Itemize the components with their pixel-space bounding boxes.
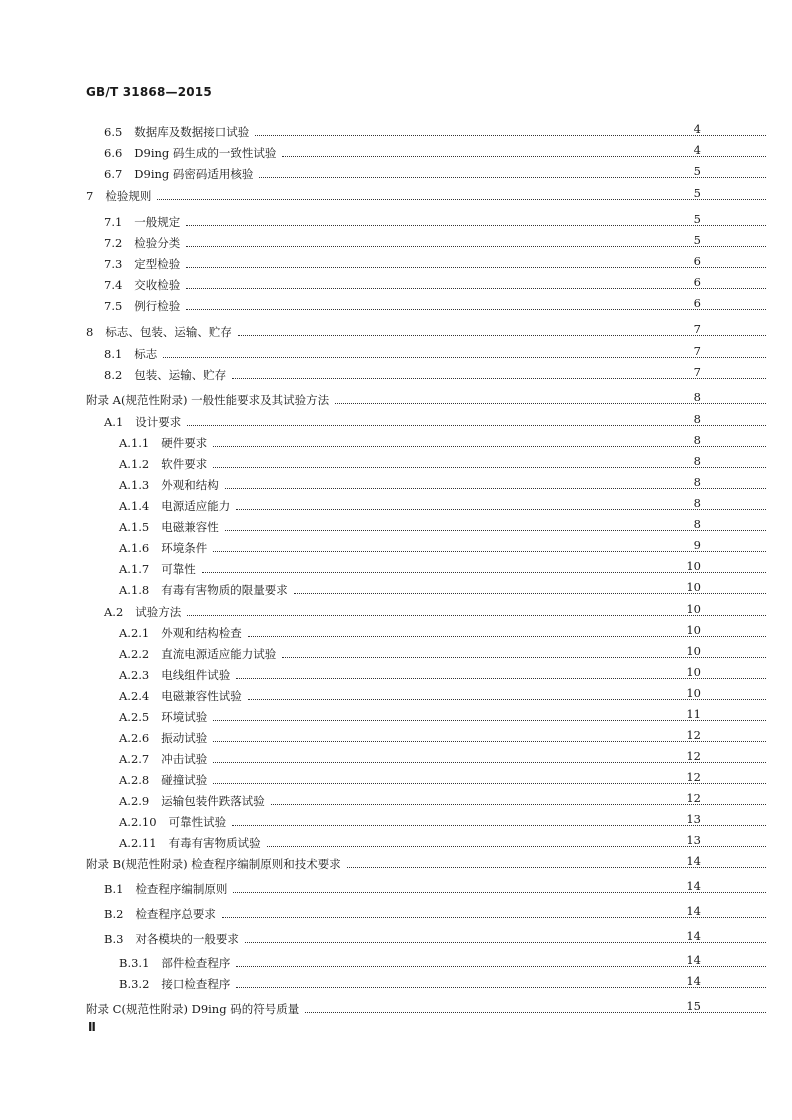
toc-section-title: 电线组件试验 [161,668,231,682]
toc-entry[interactable] [0,140,792,160]
toc-section-number: A.2.6 [119,731,150,745]
toc-section-title: 运输包装件跌落试验 [161,794,265,808]
toc-page-number: 8 [693,475,701,489]
toc-page-number: 4 [693,143,701,157]
toc-entry[interactable] [0,430,792,450]
toc-page-number: 10 [686,559,701,573]
toc-page-number: 13 [686,812,701,826]
toc-page-number: 5 [693,164,701,178]
toc-leader-dots [335,403,766,404]
toc-section-number: 7.3 [104,257,123,271]
toc-page-number: 8 [693,496,701,510]
toc-entry[interactable] [0,161,792,181]
toc-section-number: 8 [86,325,94,339]
toc-section-number: A.2.2 [119,647,150,661]
toc-section-title: 硬件要求 [161,436,208,450]
toc-page-number: 8 [693,412,701,426]
toc-entry[interactable] [0,535,792,555]
toc-page-number: 14 [686,974,701,988]
toc-section-title: 检验规则 [105,189,152,203]
toc-section-title: 检查程序编制原则 [135,882,228,896]
toc-page-number: 12 [686,749,701,763]
toc-section-number: 6.5 [104,125,123,139]
toc-entry[interactable] [0,577,792,597]
toc-section-title: 对各模块的一般要求 [135,932,239,946]
toc-leader-dots [187,615,766,616]
toc-section-title: 直流电源适应能力试验 [161,647,277,661]
toc-section-title: 碰撞试验 [161,773,208,787]
toc-entry[interactable] [0,830,792,850]
toc-entry[interactable] [0,901,792,921]
toc-section-title: 标志、包装、运输、贮存 [105,325,232,339]
toc-leader-dots [213,446,766,447]
toc-section-title: 包装、运输、贮存 [134,368,227,382]
toc-entry[interactable] [0,926,792,946]
toc-leader-dots [213,783,766,784]
toc-section-title: 有毒有害物质的限量要求 [161,583,288,597]
toc-entry[interactable] [0,514,792,534]
toc-section-number: A.2.9 [119,794,150,808]
toc-page-number: 5 [693,233,701,247]
toc-section-title: 冲击试验 [161,752,208,766]
toc-entry[interactable] [0,746,792,766]
toc-section-title: 环境试验 [161,710,208,724]
toc-page-number: 14 [686,929,701,943]
toc-section-number: 附录 A [86,393,121,407]
toc-section-title: 检查程序总要求 [135,907,216,921]
standard-code-header: GB/T 31868—2015 [86,85,212,99]
toc-page-number: 10 [686,644,701,658]
toc-page-number: 7 [693,344,701,358]
toc-page-number: 7 [693,365,701,379]
toc-section-number: A.2.7 [119,752,150,766]
toc-entry[interactable] [0,230,792,250]
toc-page-number: 8 [693,433,701,447]
toc-section-title: 标志 [134,347,158,361]
toc-entry[interactable] [0,851,792,871]
toc-page-number: 14 [686,879,701,893]
toc-leader-dots [163,357,766,358]
toc-leader-dots [236,509,766,510]
toc-leader-dots [238,335,766,336]
toc-leader-dots [186,267,766,268]
toc-entry[interactable] [0,971,792,991]
toc-section-title: (规范性附录) 检查程序编制原则和技术要求 [121,857,341,871]
toc-leader-dots [213,720,766,721]
toc-entry[interactable] [0,409,792,429]
toc-section-number: B.3.2 [119,977,150,991]
toc-leader-dots [213,467,766,468]
toc-leader-dots [186,246,766,247]
toc-leader-dots [187,425,766,426]
toc-leader-dots [255,135,766,136]
toc-page-number: 8 [693,454,701,468]
toc-section-title: 电磁兼容性 [161,520,219,534]
toc-section-number: A.1.6 [119,541,150,555]
toc-leader-dots [232,378,766,379]
toc-entry[interactable] [0,620,792,640]
toc-page-number: 14 [686,953,701,967]
toc-entry[interactable] [0,876,792,896]
toc-page-number: 10 [686,580,701,594]
toc-page-number: 10 [686,602,701,616]
toc-entry[interactable] [0,996,792,1016]
toc-entry[interactable] [0,119,792,139]
toc-page-number: 5 [693,186,701,200]
toc-section-number: 附录 B [86,857,122,871]
toc-section-title: 电磁兼容性试验 [161,689,242,703]
page-number-footer: Ⅱ [88,1020,96,1034]
toc-page-number: 5 [693,212,701,226]
toc-leader-dots [186,309,766,310]
toc-section-title: 外观和结构 [161,478,219,492]
toc-section-number: A.1.7 [119,562,150,576]
toc-section-number: 6.7 [104,167,123,181]
toc-entry[interactable] [0,472,792,492]
toc-leader-dots [347,867,766,868]
toc-section-number: A.1 [104,415,124,429]
toc-entry[interactable] [0,725,792,745]
toc-section-title: 试验方法 [135,605,182,619]
toc-section-number: 7 [86,189,94,203]
toc-section-number: 7.5 [104,299,123,313]
toc-leader-dots [259,177,766,178]
toc-section-number: A.2.4 [119,689,150,703]
toc-section-number: A.1.3 [119,478,150,492]
toc-section-title: 检验分类 [134,236,181,250]
toc-section-number: B.1 [104,882,124,896]
toc-entry[interactable] [0,599,792,619]
toc-section-number: B.3 [104,932,124,946]
toc-entry[interactable] [0,251,792,271]
toc-page-number: 6 [693,254,701,268]
toc-page-number: 9 [693,538,701,552]
toc-section-number: A.2.5 [119,710,150,724]
toc-entry[interactable] [0,950,792,970]
toc-page-number: 10 [686,623,701,637]
toc-entry[interactable] [0,319,792,339]
toc-entry[interactable] [0,809,792,829]
toc-section-number: A.1.8 [119,583,150,597]
toc-entry[interactable] [0,493,792,513]
toc-section-title: 定型检验 [134,257,181,271]
toc-section-title: 电源适应能力 [161,499,231,513]
toc-section-number: A.1.5 [119,520,150,534]
toc-entry[interactable] [0,209,792,229]
toc-entry[interactable] [0,387,792,407]
toc-section-title: 部件检查程序 [161,956,231,970]
toc-entry[interactable] [0,683,792,703]
toc-leader-dots [157,199,766,200]
toc-leader-dots [186,288,766,289]
toc-entry[interactable] [0,451,792,471]
toc-entry[interactable] [0,662,792,682]
toc-section-title: 接口检查程序 [161,977,231,991]
toc-section-number: A.2.10 [119,815,157,829]
toc-section-title: D9ing 码密码适用核验 [134,167,254,181]
toc-section-number: A.1.4 [119,499,150,513]
toc-section-number: A.1.1 [119,436,150,450]
toc-section-number: 6.6 [104,146,123,160]
toc-section-number: B.3.1 [119,956,150,970]
toc-leader-dots [186,225,766,226]
toc-section-title: 软件要求 [161,457,208,471]
toc-leader-dots [225,488,766,489]
toc-entry[interactable] [0,704,792,724]
toc-section-title: 有毒有害物质试验 [168,836,261,850]
toc-section-title: 可靠性 [161,562,196,576]
toc-section-title: 数据库及数据接口试验 [134,125,250,139]
toc-leader-dots [202,572,766,573]
toc-page-number: 6 [693,275,701,289]
toc-section-title: D9ing 码生成的一致性试验 [134,146,277,160]
toc-page-number: 14 [686,854,701,868]
toc-section-number: 8.2 [104,368,123,382]
toc-entry[interactable] [0,341,792,361]
toc-section-number: A.2.3 [119,668,150,682]
toc-page-number: 12 [686,791,701,805]
toc-entry[interactable] [0,183,792,203]
toc-entry[interactable] [0,767,792,787]
toc-page-number: 10 [686,686,701,700]
toc-section-number: A.2.11 [119,836,157,850]
toc-section-title: (规范性附录) 一般性能要求及其试验方法 [120,393,330,407]
toc-page-number: 13 [686,833,701,847]
toc-section-title: 例行检验 [134,299,181,313]
toc-section-number: 7.4 [104,278,123,292]
toc-section-number: 7.2 [104,236,123,250]
toc-leader-dots [225,530,766,531]
toc-entry[interactable] [0,272,792,292]
toc-entry[interactable] [0,293,792,313]
toc-leader-dots [213,551,766,552]
toc-section-number: 8.1 [104,347,123,361]
toc-section-title: 设计要求 [135,415,182,429]
toc-leader-dots [213,741,766,742]
toc-section-title: 可靠性试验 [168,815,227,829]
toc-section-title: 振动试验 [161,731,208,745]
toc-page-number: 12 [686,728,701,742]
toc-leader-dots [213,762,766,763]
toc-section-number: 7.1 [104,215,123,229]
toc-entry[interactable] [0,362,792,382]
toc-entry[interactable] [0,641,792,661]
toc-page-number: 7 [693,322,701,336]
toc-page-number: 8 [693,390,701,404]
toc-entry[interactable] [0,556,792,576]
toc-page-number: 10 [686,665,701,679]
toc-section-title: (规范性附录) D9ing 码的符号质量 [121,1002,300,1016]
toc-page-number: 6 [693,296,701,310]
toc-entry[interactable] [0,788,792,808]
toc-section-number: B.2 [104,907,124,921]
toc-page-number: 12 [686,770,701,784]
toc-leader-dots [222,917,766,918]
toc-page-number: 11 [686,707,701,721]
toc-section-number: A.2.8 [119,773,150,787]
toc-page-number: 15 [686,999,701,1013]
toc-section-number: A.2 [104,605,124,619]
toc-section-title: 一般规定 [134,215,181,229]
toc-section-number: A.1.2 [119,457,150,471]
toc-section-number: A.2.1 [119,626,150,640]
toc-section-number: 附录 C [86,1002,122,1016]
toc-section-title: 外观和结构检查 [161,626,242,640]
toc-section-title: 环境条件 [161,541,208,555]
toc-section-title: 交收检验 [134,278,181,292]
toc-page-number: 8 [693,517,701,531]
toc-page-number: 14 [686,904,701,918]
toc-page-number: 4 [693,122,701,136]
